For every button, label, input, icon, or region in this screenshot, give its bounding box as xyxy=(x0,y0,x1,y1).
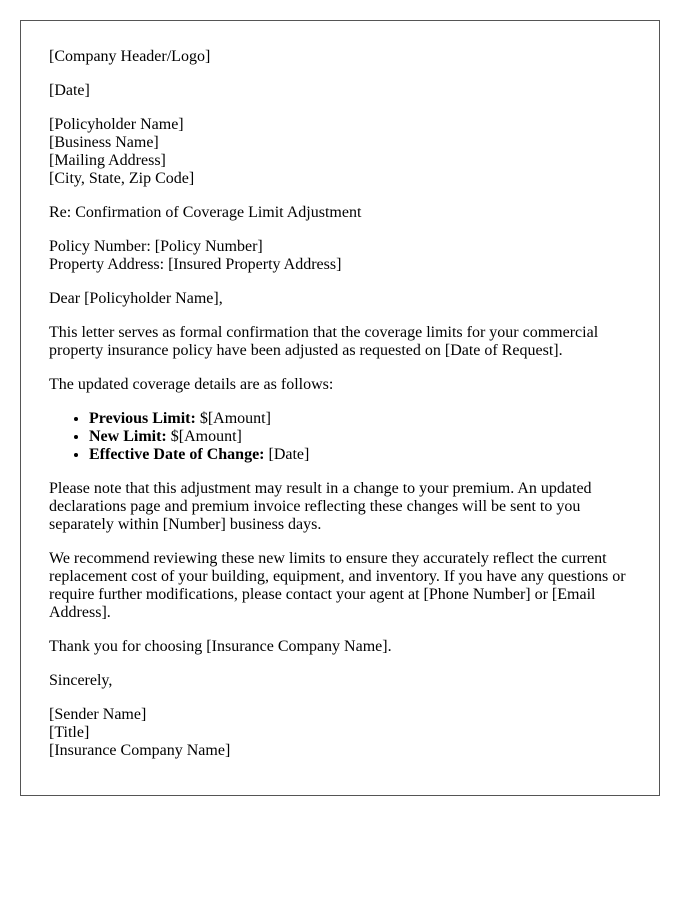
detail-label: Effective Date of Change: xyxy=(89,446,265,463)
letter-date xyxy=(49,82,631,100)
body-paragraph-details-intro: The updated coverage details are as follows: xyxy=(49,376,334,393)
body-paragraph-confirmation: This letter serves as formal confirmation that the coverage limits for your commercial property insurance policy have been adjusted as requested on [Date of Request]. xyxy=(49,324,599,359)
body-paragraph-recommendation: We recommend reviewing these new limits to ensure they accurately reflect the current replacement cost of your building, equipment, and inventory. If you have any questions or require further modifications, please contact your agent at [Phone Number] or [Email Address]. xyxy=(49,550,626,621)
recipient-mailing-address: [Mailing Address] xyxy=(49,152,166,169)
salutation xyxy=(49,290,631,308)
subject-line xyxy=(49,204,631,222)
policy-number: Policy Number: [Policy Number] xyxy=(49,238,263,255)
company-header xyxy=(49,48,631,66)
detail-value: [Date] xyxy=(264,446,310,463)
sender-name: [Sender Name] xyxy=(49,706,147,723)
detail-label: Previous Limit: xyxy=(89,410,196,427)
property-address: Property Address: [Insured Property Address] xyxy=(49,256,342,273)
company-header-text: [Company Header/Logo] xyxy=(49,48,211,65)
detail-value: $[Amount] xyxy=(166,428,242,445)
sender-title: [Title] xyxy=(49,724,90,741)
detail-label: New Limit: xyxy=(89,428,167,445)
date-text: [Date] xyxy=(49,82,90,99)
list-item xyxy=(89,410,631,428)
closing-text: Sincerely, xyxy=(49,672,113,689)
recipient-address-block xyxy=(49,116,631,188)
salutation-text: Dear [Policyholder Name], xyxy=(49,290,223,307)
sender-company: [Insurance Company Name] xyxy=(49,742,231,759)
closing xyxy=(49,672,631,690)
signature-block xyxy=(49,706,631,760)
coverage-details-list xyxy=(49,410,631,464)
policy-reference-block xyxy=(49,238,631,274)
recipient-business: [Business Name] xyxy=(49,134,159,151)
body-paragraph-premium-note: Please note that this adjustment may result in a change to your premium. An updated declarations page and premium invoice reflecting these changes will be sent to you separately within [Number] business days. xyxy=(49,480,592,533)
detail-value: $[Amount] xyxy=(195,410,271,427)
body-paragraph-thanks: Thank you for choosing [Insurance Company Name]. xyxy=(49,638,392,655)
list-item xyxy=(89,446,631,464)
recipient-city-state-zip: [City, State, Zip Code] xyxy=(49,170,195,187)
recipient-name: [Policyholder Name] xyxy=(49,116,184,133)
subject-text: Re: Confirmation of Coverage Limit Adjustment xyxy=(49,204,362,221)
list-item xyxy=(89,428,631,446)
letter-document xyxy=(20,20,660,796)
